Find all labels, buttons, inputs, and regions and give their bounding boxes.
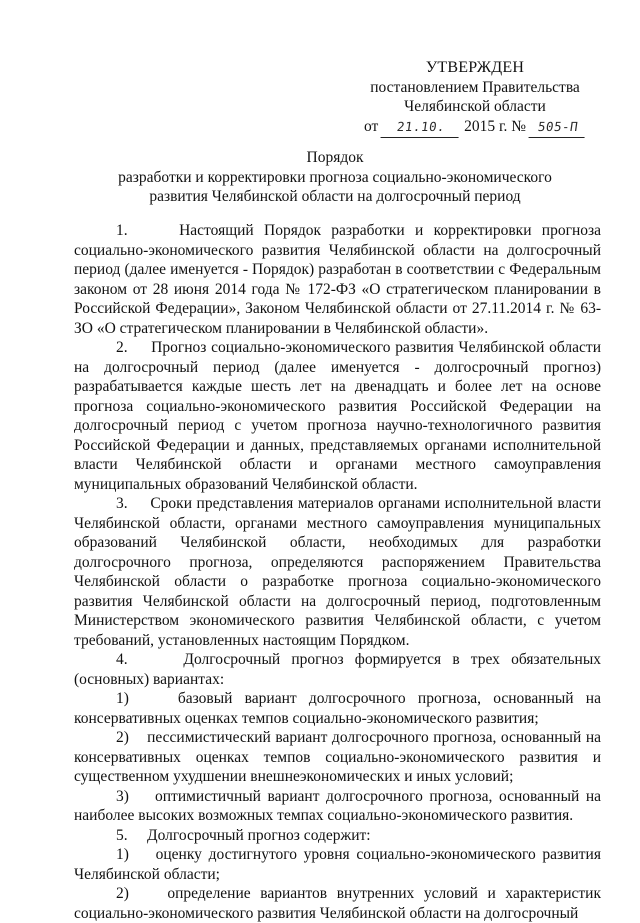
approved-heading: УТВЕРЖДЕН [425, 59, 525, 76]
list-item-5-1: 1) оценку достигнутого уровня социально-экономического развития Челябинской области; [74, 846, 601, 883]
date-prefix: от [364, 117, 379, 135]
list-item-4-1: 1) базовый вариант долгосрочного прогноза, основанный на консервативных оценках темпов социально-экономического развития; [74, 690, 601, 727]
paragraph-4: 4. Долгосрочный прогноз формируется в трех обязательных (основных) вариантах: [74, 651, 601, 688]
document-title: Порядок [306, 149, 364, 166]
document-subtitle-line-1: разработки и корректировки прогноза социально-экономического [118, 168, 552, 186]
list-item-4-2: 2) пессимистический вариант долгосрочного прогноза, основанный на консервативных оценках темпов социально-экономического развития и существенном ухудшении внешнеэкономических и иных условий; [74, 729, 601, 785]
paragraph-3: 3. Сроки представления материалов органами исполнительной власти Челябинской области, органами местного самоуправления муниципальных образований Челябинской области, необходимых для разработки долгосрочного прогноза, определяются распоряжением Правительства Челябинской области о разработке прогноза социально-экономического развития Челябинской области на долгосрочный период, подготовленным Министерством экономического развития Челябинской области, с учетом требований, установленных настоящим Порядком. [74, 495, 601, 649]
date-suffix: 2015 г. № [464, 117, 527, 135]
handwritten-date: 21.10. [381, 117, 462, 138]
paragraph-2: 2. Прогноз социально-экономического развития Челябинской области на долгосрочный период (далее именуется - долгосрочный прогноз) разрабатывается каждые шесть лет на двенадцать и более лет на основе прогноза социально-экономического развития Российской Федерации на долгосрочный период с учетом прогноза научно-технологичного развития Российской Федерации и данных, представляемых органами исполнительной власти Челябинской области и органами местного самоуправления муниципальных образований Челябинской области. [74, 339, 601, 493]
approved-region-line: Челябинской области [404, 98, 546, 115]
approval-stamp-block [350, 58, 600, 137]
document-subtitle-line-2: развития Челябинской области на долгосрочный период [149, 188, 521, 205]
list-item-4-3: 3) оптимистичный вариант долгосрочного прогноза, основанный на наиболее высоких возможных темпах социально-экономического развития. [74, 787, 601, 824]
paragraph-5: 5. Долгосрочный прогноз содержит: [116, 826, 371, 844]
approval-date-line [350, 117, 600, 138]
document-body [74, 221, 601, 923]
handwritten-number: 505-П [529, 117, 588, 138]
paragraph-1: 1. Настоящий Порядок разработки и корректировки прогноза социально-экономического развития Челябинской области на долгосрочный период (далее именуется - Порядок) разработан в соответствии с Федеральным законом от 28 июня 2014 года № 172-ФЗ «О стратегическом планировании в Российской Федерации», Законом Челябинской области от 27.11.2014 г. № 63-ЗО «О стратегическом планировании в Челябинской области». [74, 222, 601, 337]
approved-by-line: постановлением Правительства [370, 78, 580, 96]
document-title-block [70, 148, 600, 207]
list-item-5-2: 2) определение вариантов внутренних условий и характеристик социально-экономического развития Челябинской области на долгосрочный [74, 885, 601, 922]
